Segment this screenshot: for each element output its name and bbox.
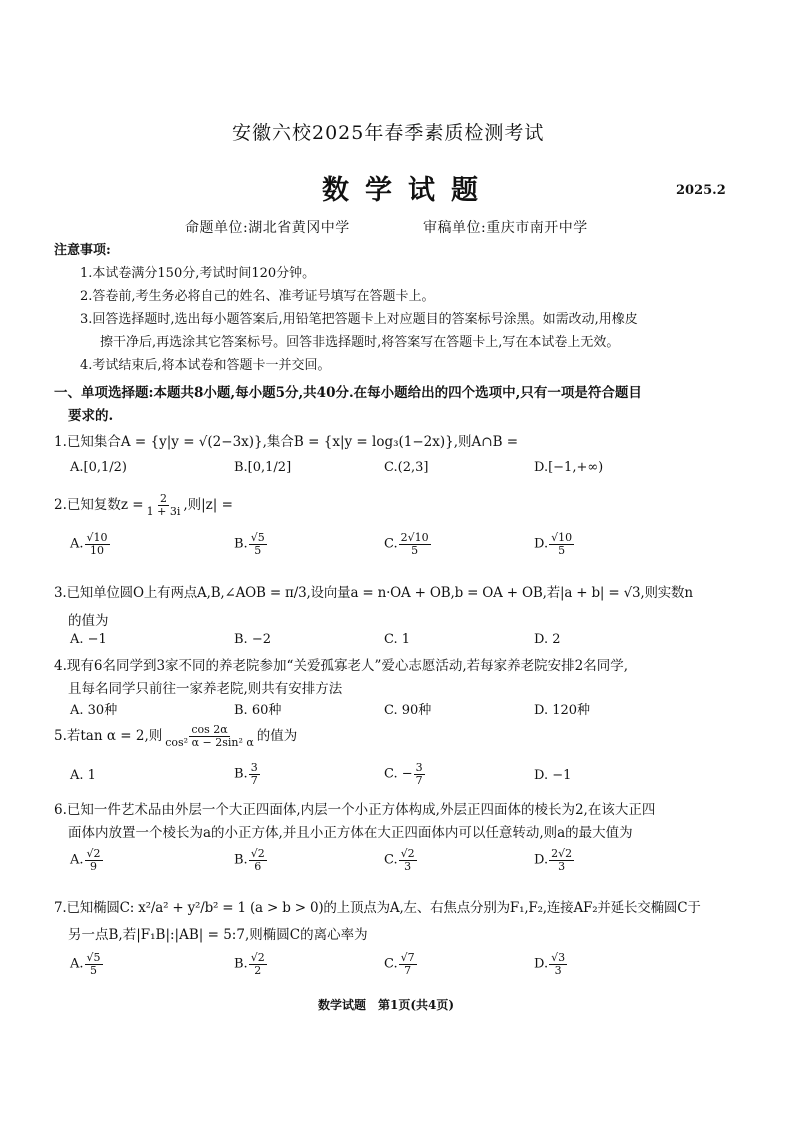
- option-label: B.: [234, 766, 248, 782]
- option-label: B.: [234, 852, 248, 868]
- option-fraction: [249, 762, 260, 786]
- fraction-numerator: √5: [86, 951, 101, 964]
- fraction-numerator: √2: [250, 847, 265, 860]
- question-3-stem-cont: 的值为: [68, 613, 109, 629]
- option-label: C.: [384, 536, 398, 552]
- option-fraction: [249, 532, 267, 556]
- fraction-denominator: 5: [90, 963, 98, 977]
- option-label: B.: [234, 536, 248, 552]
- q4-option-d: D. 120种: [534, 703, 591, 718]
- q3-option-b: B. −2: [234, 632, 271, 647]
- fraction-numerator: √2: [400, 847, 415, 860]
- q1-option-a: A.[0,1/2): [70, 460, 127, 475]
- q5-stem-suffix: 的值为: [256, 728, 298, 744]
- option-fraction: [85, 532, 110, 556]
- q2-stem-prefix: 2.已知复数z =: [54, 497, 144, 513]
- fraction-numerator: cos 2α: [191, 723, 228, 737]
- fraction-denominator: 7: [415, 773, 423, 787]
- option-label: D.: [534, 956, 549, 972]
- fraction-numerator: 3: [250, 761, 258, 774]
- q5-option-a: A. 1: [70, 768, 96, 783]
- q4-option-c: C. 90种: [384, 703, 432, 718]
- notice-item: 2.答卷前,考生务必将自己的姓名、准考证号填写在答题卡上。: [80, 289, 435, 304]
- question-6-stem: 6.已知一件艺术品由外层一个大正四面体,内层一个小正方体构成,外层正四面体的棱长为2,在该大正四: [54, 802, 656, 818]
- fraction-denominator: cos² α − 2sin² α: [165, 736, 254, 749]
- notice-item: 1.本试卷满分150分,考试时间120分钟。: [80, 266, 316, 281]
- question-4-stem-cont: 且每名同学只前往一家养老院,则共有安排方法: [68, 681, 343, 697]
- option-fraction: [549, 952, 567, 976]
- option-label: A.: [70, 956, 84, 972]
- q2-option-a: [70, 532, 111, 556]
- fraction-denominator: 1 + 3i: [146, 505, 181, 518]
- question-6-stem-cont: 面体内放置一个棱长为a的小正方体,并且小正方体在大正四面体内可以任意转动,则a的最大值为: [68, 825, 633, 841]
- fraction-denominator: 7: [250, 773, 258, 787]
- q5-stem-prefix: 5.若tan α = 2,则: [54, 728, 163, 744]
- fraction-numerator: √2: [86, 847, 101, 860]
- fraction-numerator: √7: [400, 951, 415, 964]
- q1-option-d: D.[−1,+∞): [534, 460, 604, 475]
- question-1-stem: 1.已知集合A = {y|y = √(2−3x)},集合B = {x|y = log₃(1−2x)},则A∩B =: [54, 434, 519, 450]
- q6-option-d: [534, 848, 575, 872]
- fraction-numerator: 2: [159, 492, 167, 506]
- q4-option-a: A. 30种: [70, 703, 118, 718]
- option-label: B.: [234, 956, 248, 972]
- fraction-numerator: √10: [86, 531, 108, 544]
- q2-option-c: [384, 532, 432, 556]
- fraction-numerator: 2√2: [551, 847, 573, 860]
- option-fraction: [85, 952, 103, 976]
- section-heading-cont: 要求的.: [68, 408, 114, 424]
- q2-option-b: [234, 532, 268, 556]
- author-unit: 命题单位:湖北省黄冈中学: [185, 220, 350, 236]
- page-footer: 数学试题 第1页(共4页): [318, 998, 455, 1012]
- option-label: C. −: [384, 766, 413, 782]
- fraction-denominator: 3: [404, 859, 412, 873]
- question-4-stem: 4.现有6名同学到3家不同的养老院参加“关爱孤寡老人”爱心志愿活动,若每家养老院安排2名同学,: [54, 658, 629, 674]
- q7-option-c: [384, 952, 418, 976]
- fraction-numerator: 2√10: [400, 531, 429, 544]
- option-fraction: [399, 532, 431, 556]
- question-2-stem: [54, 493, 233, 518]
- option-fraction: [85, 848, 103, 872]
- review-unit: 审稿单位:重庆市南开中学: [423, 220, 588, 236]
- q6-option-c: [384, 848, 418, 872]
- option-label: D.: [534, 852, 549, 868]
- option-fraction: [249, 848, 267, 872]
- fraction-denominator: 9: [90, 859, 98, 873]
- exam-date: 2025.2: [676, 183, 726, 198]
- q5-fraction: [163, 724, 256, 748]
- q5-option-b: [234, 762, 261, 786]
- q2-option-d: [534, 532, 575, 556]
- q5-option-c: [384, 762, 426, 786]
- option-label: D.: [534, 536, 549, 552]
- q6-option-a: [70, 848, 104, 872]
- fraction-denominator: 2: [254, 963, 262, 977]
- fraction-denominator: 5: [558, 543, 566, 557]
- notice-heading: 注意事项:: [54, 243, 111, 258]
- fraction-numerator: 3: [415, 761, 423, 774]
- q3-option-c: C. 1: [384, 632, 411, 647]
- q1-option-c: C.(2,3]: [384, 460, 429, 475]
- question-7-stem: 7.已知椭圆C: x²/a² + y²/b² = 1 (a > b > 0)的上顶点为A,左、右焦点分别为F₁,F₂,连接AF₂并延长交椭圆C于: [54, 900, 701, 916]
- fraction-numerator: √10: [551, 531, 573, 544]
- q4-option-b: B. 60种: [234, 703, 282, 718]
- fraction-denominator: 3: [554, 963, 562, 977]
- q7-option-d: [534, 952, 568, 976]
- option-fraction: [549, 848, 574, 872]
- option-fraction: [414, 762, 425, 786]
- fraction-numerator: √3: [551, 951, 566, 964]
- option-fraction: [399, 952, 417, 976]
- option-fraction: [249, 952, 267, 976]
- question-3-stem: 3.已知单位圆O上有两点A,B,∠AOB = π/3,设向量a = n·OA + OB,b = OA + OB,若|a + b| = √3,则实数n: [54, 585, 693, 601]
- option-label: C.: [384, 852, 398, 868]
- q3-option-a: A. −1: [70, 632, 107, 647]
- option-label: A.: [70, 536, 84, 552]
- q7-option-b: [234, 952, 268, 976]
- fraction-denominator: 3: [558, 859, 566, 873]
- q3-option-d: D. 2: [534, 632, 561, 647]
- q2-z-fraction: [145, 493, 183, 517]
- q5-option-d: D. −1: [534, 768, 572, 783]
- notice-item: 4.考试结束后,将本试卷和答题卡一并交回。: [80, 358, 331, 373]
- q2-stem-suffix: ,则|z| =: [183, 497, 233, 513]
- question-5-stem: [54, 724, 297, 749]
- fraction-denominator: 5: [254, 543, 262, 557]
- q6-option-b: [234, 848, 268, 872]
- fraction-denominator: 10: [90, 543, 105, 557]
- option-label: C.: [384, 956, 398, 972]
- q7-option-a: [70, 952, 104, 976]
- subject-title: 数学试题: [322, 175, 494, 206]
- section-heading: 一、单项选择题:本题共8小题,每小题5分,共40分.在每小题给出的四个选项中,只有一项是符合题目: [54, 385, 642, 401]
- question-7-stem-cont: 另一点B,若|F₁B|:|AB| = 5:7,则椭圆C的离心率为: [68, 927, 368, 943]
- fraction-denominator: 5: [411, 543, 419, 557]
- option-fraction: [549, 532, 574, 556]
- fraction-numerator: √2: [250, 951, 265, 964]
- option-fraction: [399, 848, 417, 872]
- fraction-denominator: 7: [404, 963, 412, 977]
- notice-item: 3.回答选择题时,选出每小题答案后,用铅笔把答题卡上对应题目的答案标号涂黑。如需改动,用橡皮: [80, 312, 638, 327]
- notice-item: 擦干净后,再选涂其它答案标号。回答非选择题时,将答案写在答题卡上,写在本试卷上无效。: [100, 335, 620, 350]
- option-label: A.: [70, 852, 84, 868]
- fraction-numerator: √5: [250, 531, 265, 544]
- exam-title: 安徽六校2025年春季素质检测考试: [232, 122, 545, 144]
- q1-option-b: B.[0,1/2]: [234, 460, 292, 475]
- fraction-denominator: 6: [254, 859, 262, 873]
